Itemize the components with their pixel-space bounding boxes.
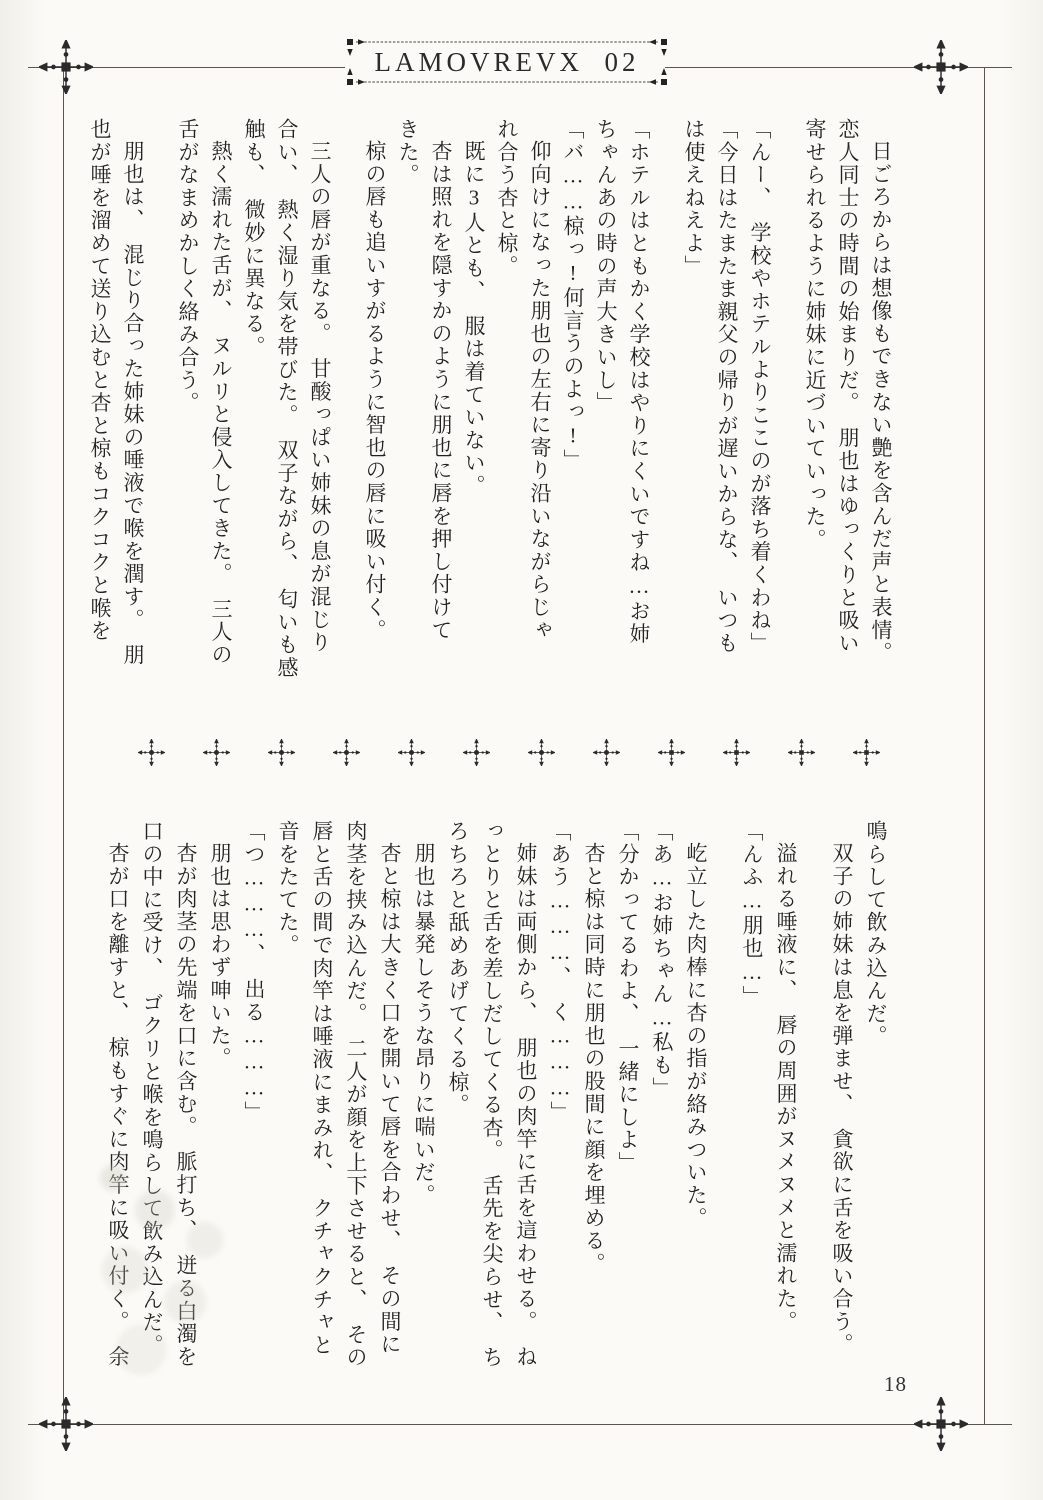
text-column: 「今日はたまたま親父の帰りが遅いからな、 いつも	[715, 118, 739, 655]
frame-line-left	[63, 67, 64, 1424]
text-column: ろちろと舐めあげてくる椋。	[446, 820, 470, 1117]
text-column: 溢れる唾液に、 唇の周囲がヌメヌメと濡れた。	[774, 842, 798, 1334]
cross-arrows-icon	[398, 739, 425, 771]
text-column: 唇と舌の間で肉竿は唾液にまみれ、 クチャクチャと	[310, 820, 334, 1357]
cross-arrows-icon	[853, 739, 880, 771]
text-column: 「つ………、 出る………」	[242, 820, 266, 1124]
corner-ornament-icon	[914, 40, 968, 94]
text-column: 姉妹は両側から、 朋也の肉竿に舌を這わせる。 ね	[514, 842, 538, 1369]
text-column: 触も、 微妙に異なる。	[242, 118, 266, 359]
text-column: 朋也は、 混じり合った姉妹の唾液で喉を潤す。 朋	[121, 140, 145, 667]
top-text-block	[83, 118, 897, 680]
text-column: 「バ……椋っ!何言うのよっ!」	[561, 118, 585, 472]
text-column: 日ごろからは想像もできない艶を含んだ声と表情。	[869, 140, 893, 665]
text-column: 恋人同士の時間の始まりだ。 朋也はゆっくりと吸い	[836, 118, 860, 655]
text-column: きた。	[396, 118, 420, 187]
paper-watermark	[100, 1165, 126, 1191]
text-column: 音をたてた。	[276, 820, 300, 957]
corner-ornament-icon	[39, 40, 93, 94]
frame-line-right	[984, 67, 985, 1424]
text-column: 杏と椋は同時に朋也の股間に顔を埋める。	[582, 842, 606, 1276]
text-column: 寄せられるように姉妹に近づいていった。	[803, 118, 827, 552]
cross-arrows-icon	[268, 739, 295, 771]
frame-line-bottom	[28, 1424, 1012, 1425]
text-column: 熱く濡れた舌が、 ヌルリと侵入してきた。 三人の	[209, 140, 233, 667]
page-number: 18	[884, 1372, 907, 1396]
section-divider	[138, 741, 880, 769]
cross-arrows-icon	[463, 739, 490, 771]
text-column: 「んー、 学校やホテルよりここのが落ち着くわね」	[748, 118, 772, 655]
text-column: 杏が口を離すと、 椋もすぐに肉竿に吸い付く。 余	[106, 842, 130, 1369]
bottom-text-block	[101, 820, 893, 1386]
text-column: れ合う杏と椋。	[495, 118, 519, 278]
text-column: 「あう………、 く………」	[548, 820, 572, 1124]
cross-arrows-icon	[723, 739, 750, 771]
text-column: 舌がなまめかしく絡み合う。	[176, 118, 200, 415]
cross-arrows-icon	[203, 739, 230, 771]
cross-arrows-icon	[788, 739, 815, 771]
corner-ornament-icon	[914, 1397, 968, 1451]
text-column: 杏が肉茎の先端を口に含む。 脈打ち、 迸る白濁を	[174, 842, 198, 1369]
text-column: 「分かってるわよ、 一緒にしよ」	[616, 820, 640, 1175]
text-column: 肉茎を挟み込んだ。 二人が顔を上下させると、 その	[344, 820, 368, 1369]
cross-arrows-icon	[658, 739, 685, 771]
text-column: 三人の唇が重なる。 甘酸っぱい姉妹の息が混じり	[308, 140, 332, 654]
text-column: っとりと舌を差しだしてくる杏。 舌先を尖らせ、 ち	[480, 820, 504, 1369]
text-column: 合い、 熱く湿り気を帯びた。 双子ながら、 匂いも感	[275, 118, 299, 680]
text-column: 朋也は暴発しそうな昂りに喘いだ。	[412, 842, 436, 1207]
text-column: は使えねえよ」	[682, 118, 706, 278]
text-column: 也が唾を溜めて送り込むと杏と椋もコクコクと喉を	[88, 118, 112, 643]
header-title-box	[342, 34, 672, 90]
text-column: 「ホテルはともかく学校はやりにくいですね…お姉	[627, 118, 651, 646]
cross-arrows-icon	[333, 739, 360, 771]
text-column: 「んふ…朋也…」	[740, 820, 764, 1009]
text-column: 口の中に受け、 ゴクリと喉を鳴らして飲み込んだ。	[140, 820, 164, 1357]
text-column: 屹立した肉棒に杏の指が絡みついた。	[684, 842, 708, 1230]
cross-arrows-icon	[593, 739, 620, 771]
text-column: 「あ…お姉ちゃん…私も」	[650, 820, 674, 1100]
text-column: ちゃんあの時の声大きいし」	[594, 118, 618, 415]
corner-ornament-icon	[39, 1397, 93, 1451]
text-column: 既に3人とも、 服は着ていない。	[462, 140, 486, 498]
text-column: 椋の唇も追いすがるように智也の唇に吸い付く。	[363, 140, 387, 642]
text-column: 朋也は思わず呻いた。	[208, 842, 232, 1070]
cross-arrows-icon	[138, 739, 165, 771]
text-column: 杏と椋は大きく口を開いて唇を合わせ、 その間に	[378, 842, 402, 1356]
text-column: 鳴らして飲み込んだ。	[864, 820, 888, 1048]
page-title: LAMOVREVX 02	[374, 46, 640, 77]
text-column: 双子の姉妹は息を弾ませ、 貪欲に舌を吸い合う。	[830, 842, 854, 1356]
text-column: 仰向けになった朋也の左右に寄り沿いながらじゃ	[528, 140, 552, 642]
cross-arrows-icon	[528, 739, 555, 771]
text-column: 杏は照れを隠すかのように朋也に唇を押し付けて	[429, 140, 453, 642]
